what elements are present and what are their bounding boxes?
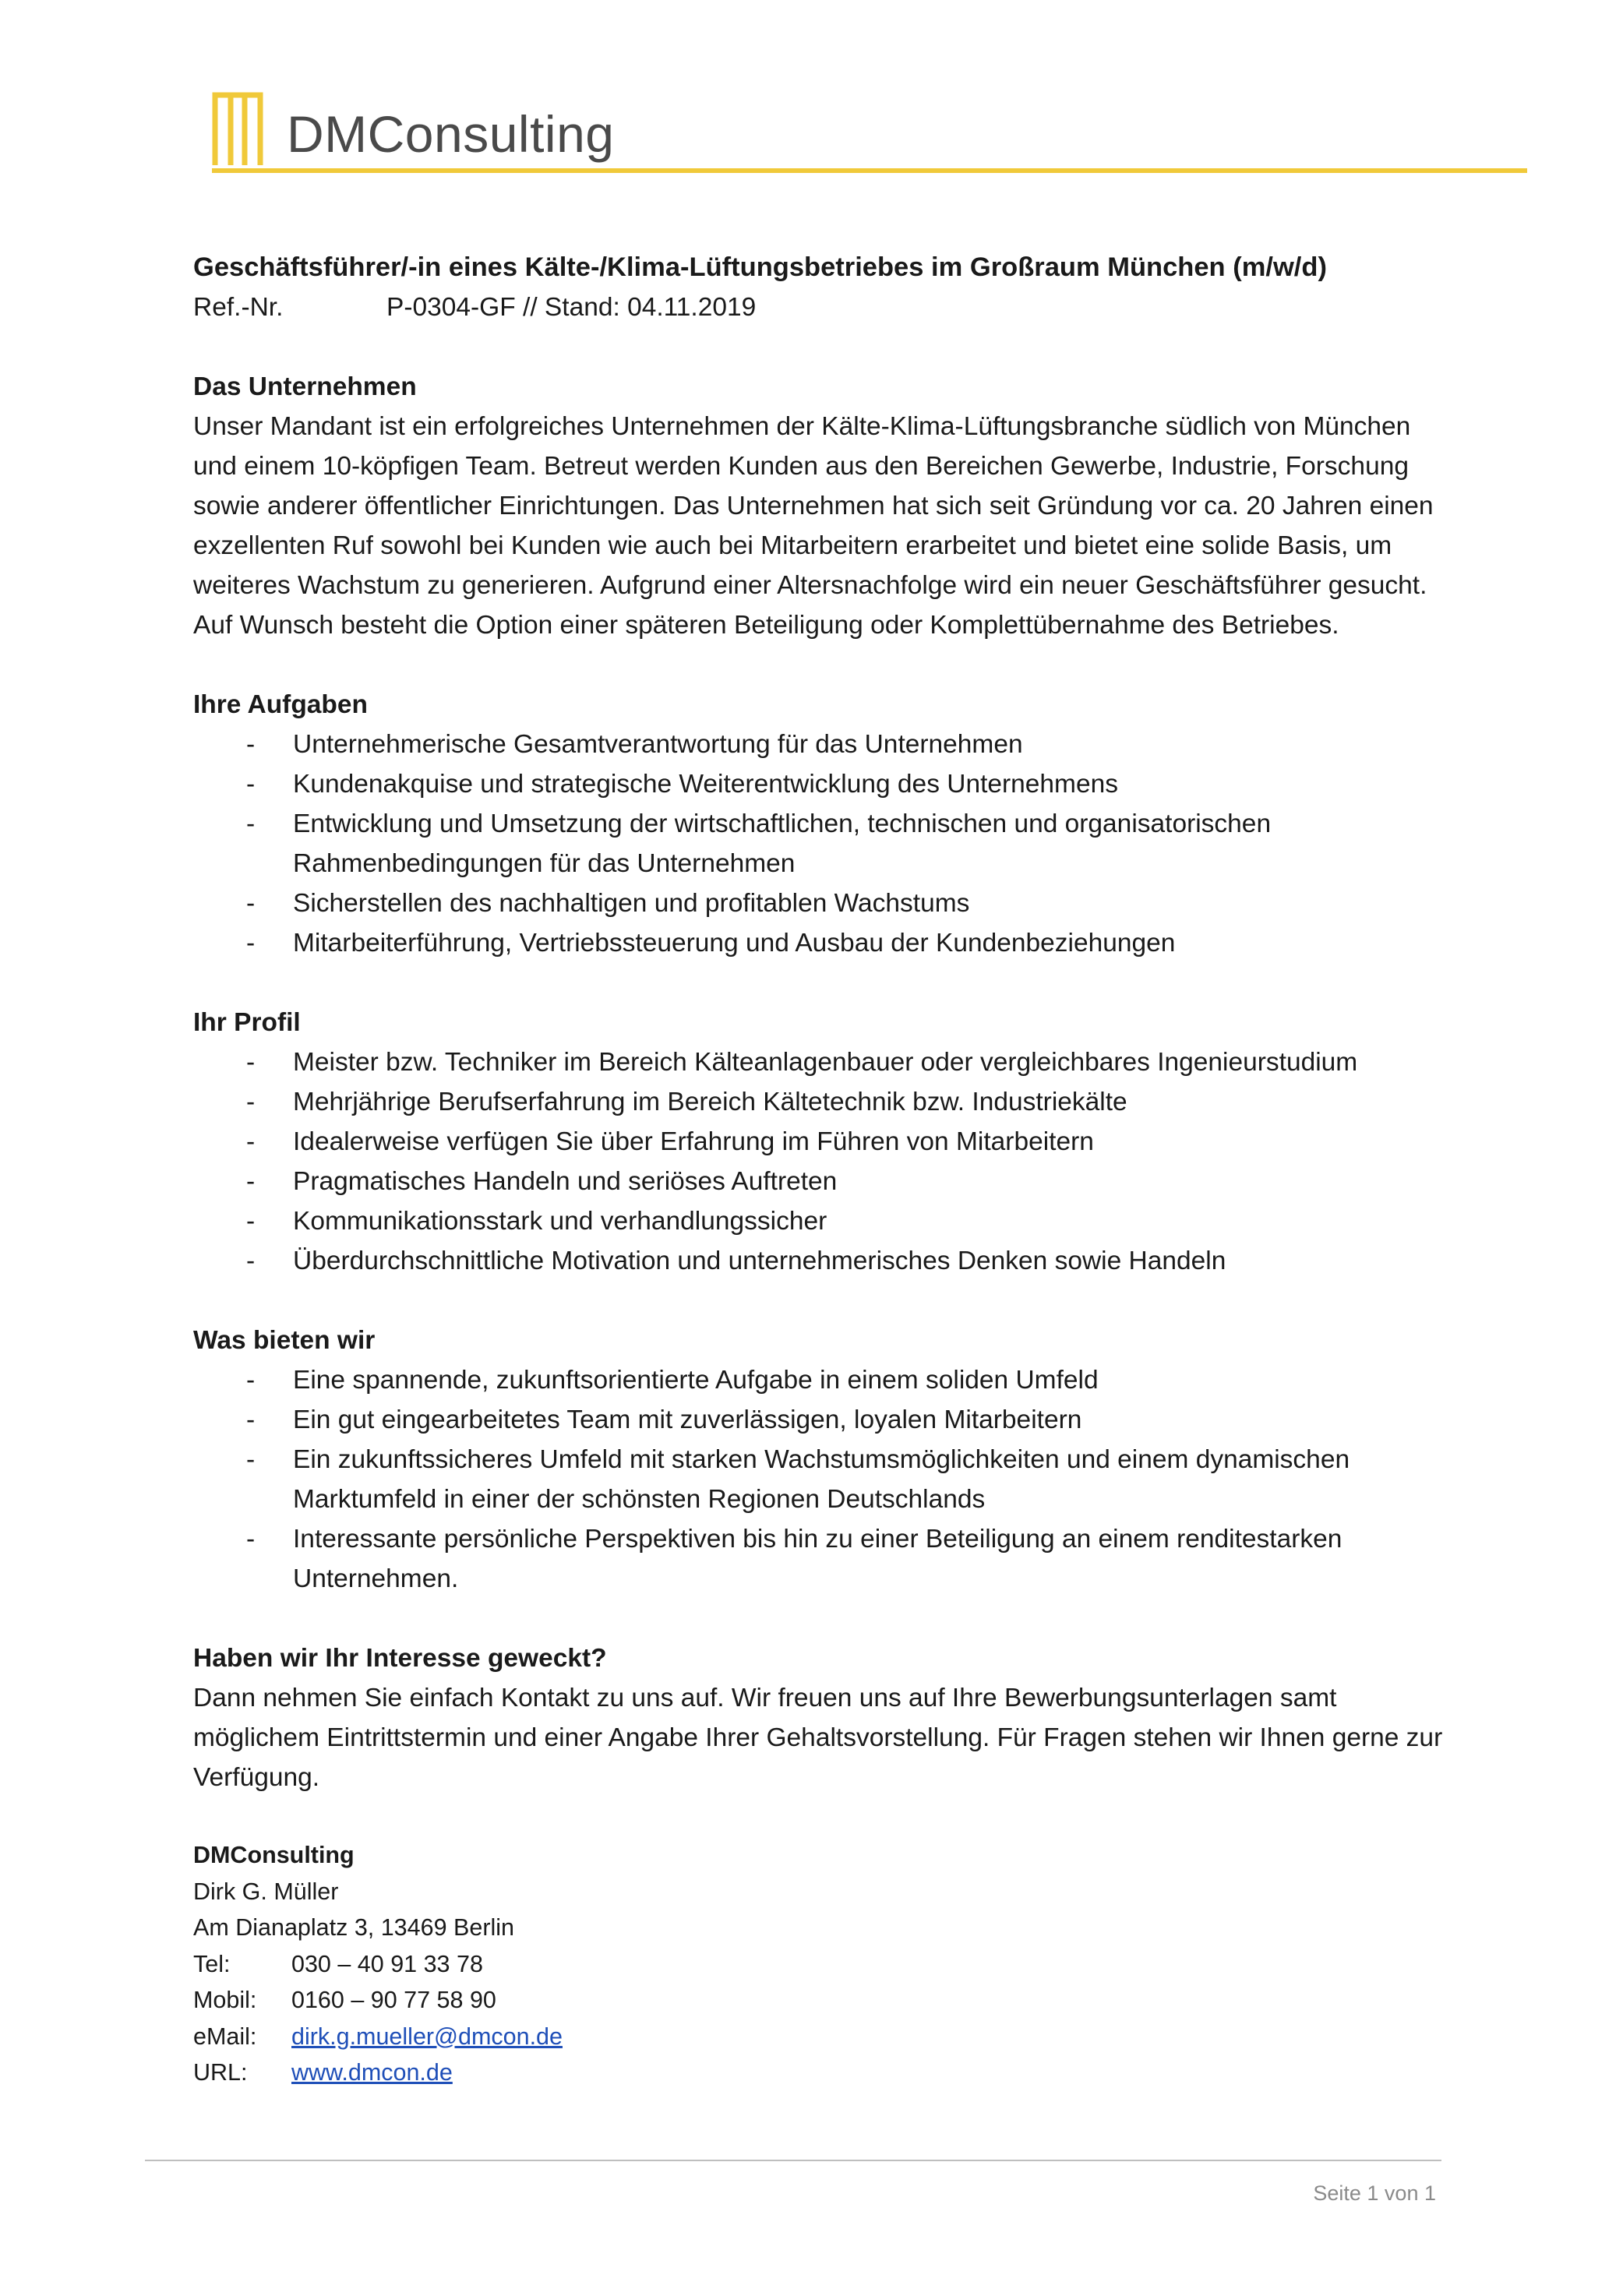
contact-mobile-row [193,1982,1455,2019]
section-company [193,367,1455,645]
phone-label: Tel: [193,1950,231,1977]
reference-label: Ref.-Nr. [193,293,284,322]
list-item: - Überdurchschnittliche Motivation und unternehmerisches Denken sowie Handeln [193,1241,1455,1281]
website-link[interactable]: www.dmcon.de [291,2059,453,2086]
list-item: - Sicherstellen des nachhaltigen und profitablen Wachstums [193,883,1455,923]
mobile-label: Mobil: [193,1987,257,2013]
list-item: - Entwicklung und Umsetzung der wirtschaftlichen, technischen und organisatorischen Rahmenbedingungen für das Unternehmen [193,804,1455,883]
header-divider [212,168,1527,173]
list-item: - Interessante persönliche Perspektiven bis hin zu einer Beteiligung an einem renditestarken Unternehmen. [193,1519,1455,1599]
contact-email-row [193,2019,1455,2055]
list-item: - Idealerweise verfügen Sie über Erfahrung im Führen von Mitarbeitern [193,1122,1455,1162]
list-item: - Mitarbeiterführung, Vertriebssteuerung und Ausbau der Kundenbeziehungen [193,923,1455,963]
dm-logo-mark-icon [212,92,263,167]
list-item: - Kundenakquise und strategische Weiterentwicklung des Unternehmens [193,764,1455,804]
section-profile [193,1003,1455,1281]
contact-url-row [193,2054,1455,2091]
tasks-list [193,725,1455,963]
list-item: - Kommunikationsstark und verhandlungssicher [193,1201,1455,1241]
interest-text: Dann nehmen Sie einfach Kontakt zu uns auf. Wir freuen uns auf Ihre Bewerbungsunterlagen samt möglichem Eintrittstermin und einer Angabe Ihrer Gehaltsvorstellung. Für Fragen stehen wir Ihnen gerne zur Verfügung. [193,1684,1443,1792]
reference-line [193,287,1455,327]
section-heading-tasks: Ihre Aufgaben [193,690,368,719]
section-heading-company: Das Unternehmen [193,372,417,401]
document-body [193,248,1455,2091]
url-label: URL: [193,2059,248,2086]
contact-block [193,1837,1455,2091]
email-link[interactable]: dirk.g.mueller@dmcon.de [291,2023,563,2050]
section-heading-interest: Haben wir Ihr Interesse geweckt? [193,1644,607,1673]
company-description: Unser Mandant ist ein erfolgreiches Unternehmen der Kälte-Klima-Lüftungsbranche südlich von München und einem 10-köpfigen Team. Betreut werden Kunden aus den Bereichen Gewerbe, Industrie, Forschung sowie anderer öffentlicher Einrichtungen. Das Unternehmen hat sich seit Gründung vor ca. 20 Jahren einen exzellenten Ruf sowohl bei Kunden wie auch bei Mitarbeitern erarbeitet und bietet eine solide Basis, um weiteres Wachstum zu generieren. Aufgrund einer Altersnachfolge wird ein neuer Geschäftsführer gesucht. Auf Wunsch besteht die Option einer späteren Beteiligung oder Komplettübernahme des Betriebes. [193,412,1434,640]
job-title: Geschäftsführer/-in eines Kälte-/Klima-Lüftungsbetriebes im Großraum München (m/w/d) [193,252,1327,282]
list-item: - Ein zukunftssicheres Umfeld mit starken Wachstumsmöglichkeiten und einem dynamischen Marktumfeld in einer der schönsten Regionen Deutschlands [193,1440,1455,1519]
logo-text: DMConsulting [287,105,615,163]
mobile-value: 0160 – 90 77 58 90 [291,1987,496,2013]
section-heading-offer: Was bieten wir [193,1326,376,1355]
offer-list [193,1360,1455,1599]
section-offer [193,1321,1455,1599]
contact-phone-row [193,1946,1455,1983]
section-tasks [193,685,1455,963]
list-item: - Meister bzw. Techniker im Bereich Kälteanlagenbauer oder vergleichbares Ingenieurstudium [193,1042,1455,1082]
section-heading-profile: Ihr Profil [193,1008,301,1037]
list-item: - Eine spannende, zukunftsorientierte Aufgabe in einem soliden Umfeld [193,1360,1455,1400]
contact-name: Dirk G. Müller [193,1878,339,1905]
list-item: - Mehrjährige Berufserfahrung im Bereich Kältetechnik bzw. Industriekälte [193,1082,1455,1122]
list-item: - Unternehmerische Gesamtverantwortung für das Unternehmen [193,725,1455,764]
footer-divider [145,2160,1441,2161]
section-interest [193,1638,1455,1797]
page-number: Seite 1 von 1 [1313,2181,1436,2205]
contact-address: Am Dianaplatz 3, 13469 Berlin [193,1914,514,1941]
email-label: eMail: [193,2023,257,2050]
list-item: - Ein gut eingearbeitetes Team mit zuverlässigen, loyalen Mitarbeitern [193,1400,1455,1440]
reference-value: P-0304-GF // Stand: 04.11.2019 [386,293,757,322]
phone-value: 030 – 40 91 33 78 [291,1950,483,1977]
profile-list [193,1042,1455,1281]
contact-company: DMConsulting [193,1842,355,1868]
list-item: - Pragmatisches Handeln und seriöses Auftreten [193,1162,1455,1201]
